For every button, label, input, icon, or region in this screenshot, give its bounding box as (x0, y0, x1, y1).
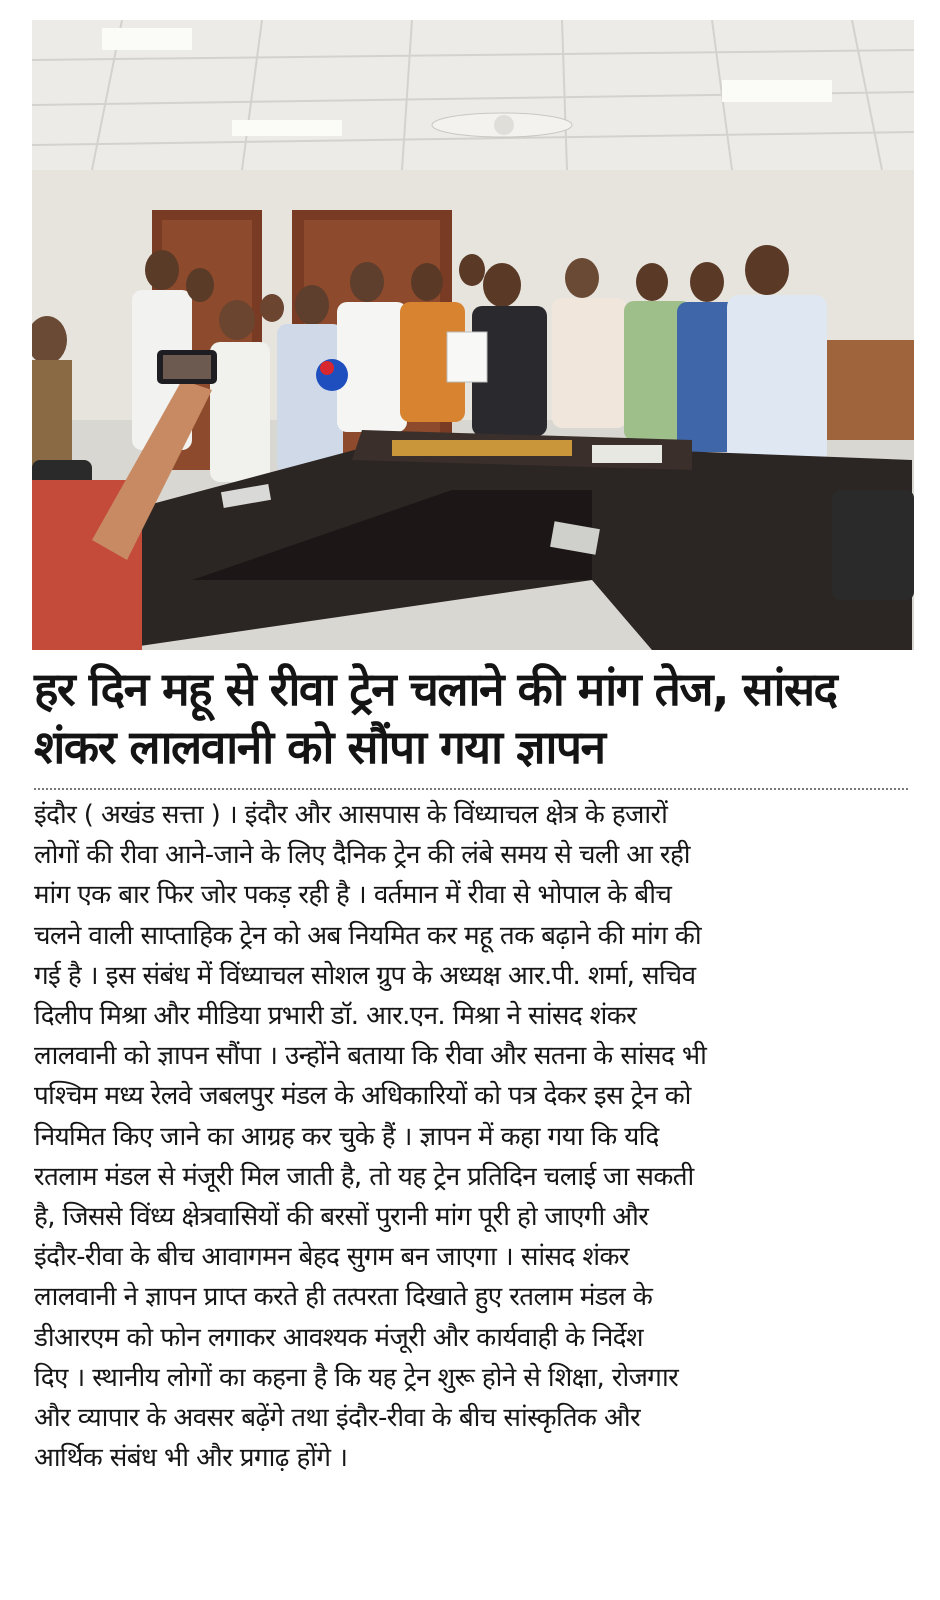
body-line: गई है । इस संबंध में विंध्याचल सोशल ग्रुप के अध्यक्ष आर.पी. शर्मा, सचिव (34, 960, 696, 991)
news-photo (32, 20, 914, 650)
headline-divider (34, 788, 908, 790)
body-line: आर्थिक संबंध भी और प्रगाढ़ होंगे । (34, 1443, 348, 1474)
body-line: दिलीप मिश्रा और मीडिया प्रभारी डॉ. आर.एन. मिश्रा ने सांसद शंकर (34, 1001, 637, 1032)
article-body (34, 795, 912, 1478)
body-line: लालवानी को ज्ञापन सौंपा । उन्होंने बताया कि रीवा और सतना के सांसद भी (34, 1041, 707, 1072)
body-line: रतलाम मंडल से मंजूरी मिल जाती है, तो यह ट्रेन प्रतिदिन चलाई जा सकती (34, 1161, 694, 1192)
body-line: लालवानी ने ज्ञापन प्राप्त करते ही तत्परता दिखाते हुए रतलाम मंडल के (34, 1282, 653, 1313)
body-line: मांग एक बार फिर जोर पकड़ रही है । वर्तमान में रीवा से भोपाल के बीच (34, 880, 672, 911)
body-line: डीआरएम को फोन लगाकर आवश्यक मंजूरी और कार्यवाही के निर्देश (34, 1322, 643, 1353)
headline-line: शंकर लालवानी को सौंपा गया ज्ञापन (34, 720, 605, 774)
article-headline (34, 660, 914, 776)
body-line: नियमित किए जाने का आग्रह कर चुके हैं । ज्ञापन में कहा गया कि यदि (34, 1121, 659, 1152)
body-line: है, जिससे विंध्य क्षेत्रवासियों की बरसों पुरानी मांग पूरी हो जाएगी और (34, 1202, 649, 1233)
body-line: इंदौर-रीवा के बीच आवागमन बेहद सुगम बन जाएगा । सांसद शंकर (34, 1242, 629, 1273)
body-line: चलने वाली साप्ताहिक ट्रेन को अब नियमित कर महू तक बढ़ाने की मांग की (34, 920, 701, 951)
body-line: और व्यापार के अवसर बढ़ेंगे तथा इंदौर-रीवा के बीच सांस्कृतिक और (34, 1403, 640, 1434)
body-line: पश्चिम मध्य रेलवे जबलपुर मंडल के अधिकारियों को पत्र देकर इस ट्रेन को (34, 1081, 691, 1112)
body-line: दिए । स्थानीय लोगों का कहना है कि यह ट्रेन शुरू होने से शिक्षा, रोजगार (34, 1362, 679, 1393)
headline-line: हर दिन महू से रीवा ट्रेन चलाने की मांग तेज, सांसद (34, 662, 837, 716)
body-line: लोगों की रीवा आने-जाने के लिए दैनिक ट्रेन की लंबे समय से चली आ रही (34, 840, 690, 871)
body-line: इंदौर ( अखंड सत्ता ) । इंदौर और आसपास के विंध्याचल क्षेत्र के हजारों (34, 800, 668, 830)
